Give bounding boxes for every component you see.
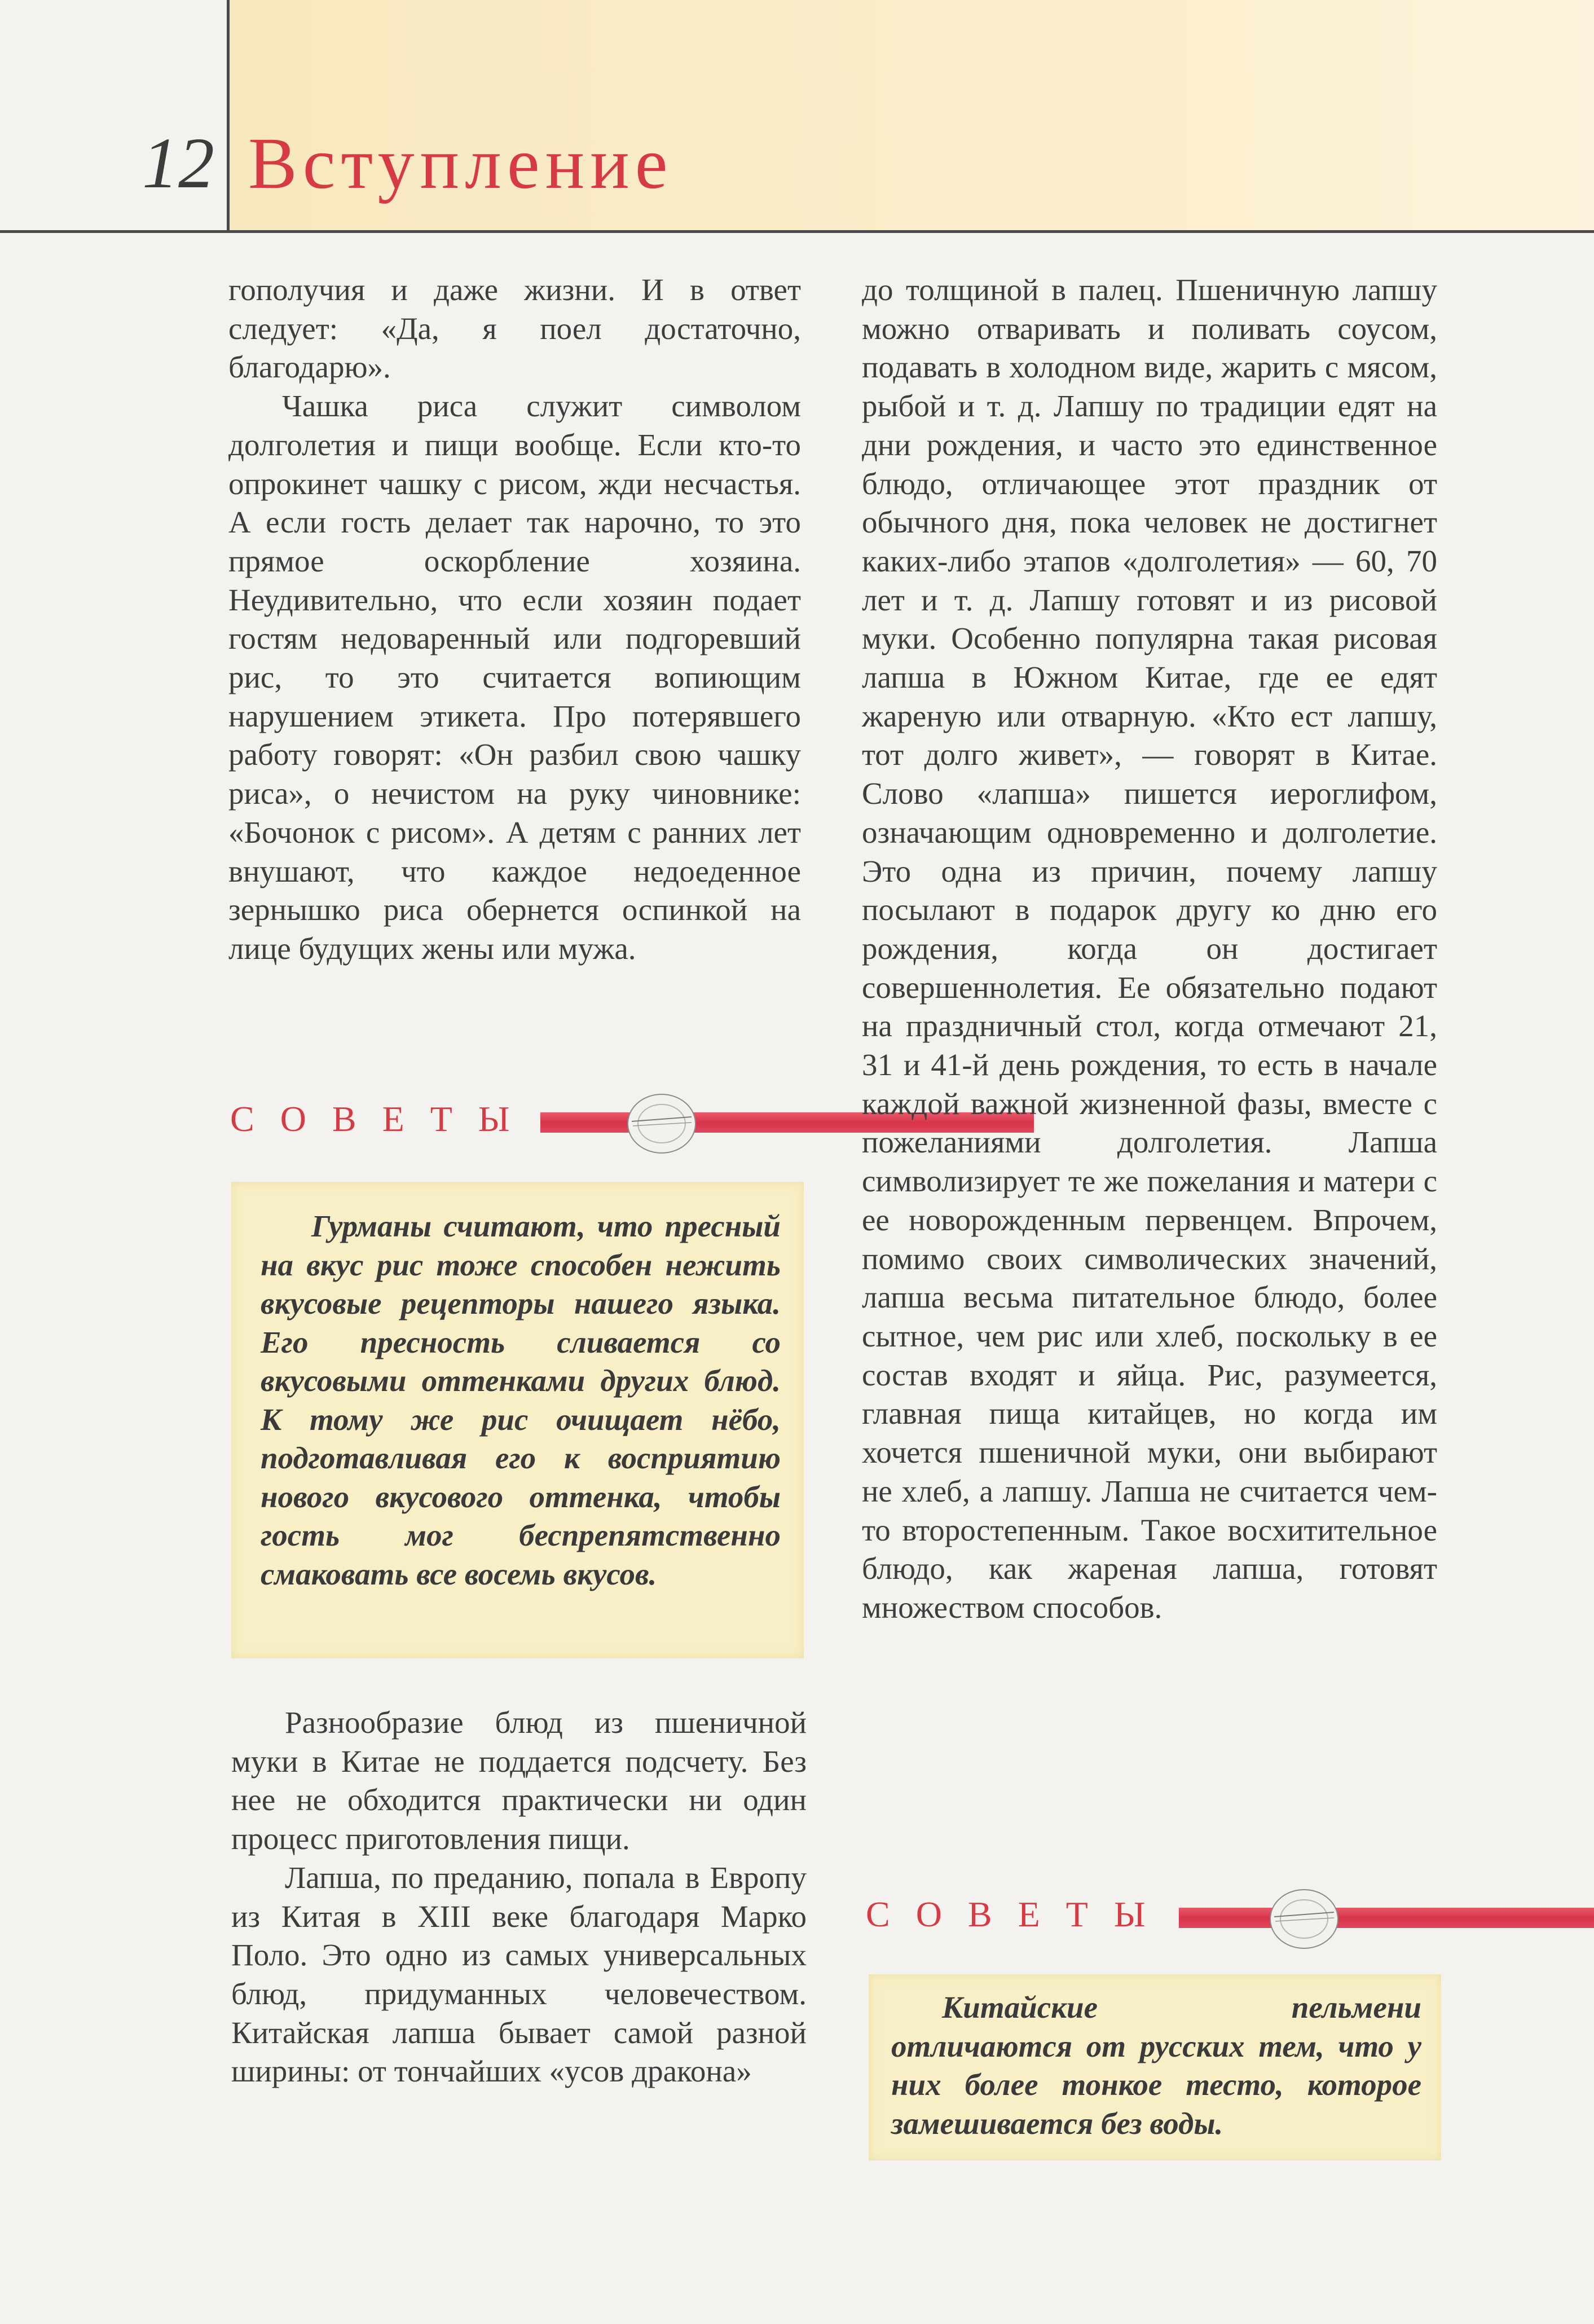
- right-column: [862, 271, 1437, 1627]
- paragraph: Лапша, по преданию, попала в Европу из Китая в XIII веке благодаря Марко Поло. Это одно из самых универсальных блюд, придуманных человечеством. Китайская лапша бывает самой разной ширины: от тончайших «усов дракона»: [231, 1860, 807, 2089]
- paragraph: Разнообразие блюд из пшеничной муки в Китае не поддается подсчету. Без нее не обходится практически ни один процесс приготовления пищи.: [231, 1705, 807, 1856]
- tips-red-bar: [1179, 1908, 1594, 1928]
- left-column-bottom: [231, 1704, 807, 2091]
- plate-icon: [625, 1089, 698, 1156]
- tips-heading-2: [866, 1884, 1447, 1946]
- tips-title: СОВЕТЫ: [866, 1894, 1172, 1934]
- plate-icon: [1267, 1884, 1341, 1952]
- page-number: 12: [142, 123, 214, 203]
- paragraph: до толщиной в палец. Пшеничную лапшу можно отваривать и поливать соусом, подавать в холодном виде, жарить с мясом, рыбой и т. д. Лапшу по традиции едят на дни рождения, и часто это единственное блюдо, отличающее этот праздник от обычного дня, пока человек не достигнет каких-либо этапов «долголетия» — 60, 70 лет и т. д. Лапшу готовят и из рисовой муки. Особенно популярна такая рисовая лапша в Южном Китае, где ее едят жареную или отварную. «Кто ест лапшу, тот долго живет», — говорят в Китае. Слово «лапша» пишется иероглифом, означающим одновременно и долголетие. Это одна из причин, почему лапшу посылают в подарок другу ко дню его рождения, когда он достигает совершеннолетия. Ее обязательно подают на праздничный стол, когда отмечают 21, 31 и 41-й день рождения, то есть в начале каждой важной жизненной фазы, вместе с пожеланиями долголетия. Лапша символизирует те же пожелания и матери с ее новорожденным первенцем. Впрочем, помимо своих символических значений, лапша весьма питательное блюдо, более сытное, чем рис или хлеб, поскольку в ее состав входят и яйца. Рис, разумеется, главная пища китайцев, но когда им хочется пшеничной муки, они выбирают не хлеб, а лапшу. Лапша не считается чем-то второстепенным. Такое восхитительное блюдо, как жареная лапша, готовят множеством способов.: [862, 272, 1437, 1625]
- page-title: Вступление: [248, 123, 673, 204]
- header-vertical-rule: [227, 0, 230, 232]
- paragraph: Чашка риса служит символом долголетия и пищи вообще. Если кто-то опрокинет чашку с рисом, жди несчастья. А если гость делает так нарочно, то это прямое оскорбление хозяина. Неудивительно, что если хозяин подает гостям недоваренный или подгоревший рис, то это считается вопиющим нарушением этикета. Про потерявшего работу говорят: «Он разбил свою чашку риса», о нечистом на руку чиновнике: «Бочонок с рисом». А детям с ранних лет внушают, что каждое недоеденное зернышко риса обернется оспинкой на лице будущих жены или мужа.: [228, 389, 801, 966]
- header-horizontal-rule: [0, 230, 1594, 233]
- paragraph: гополучия и даже жизни. И в ответ следует: «Да, я поел достаточно, благодарю».: [228, 272, 801, 385]
- tips-text: Гурманы считают, что пресный на вкус рис тоже способен нежить вкусовые рецепторы нашего языка. Его пресность сливается со вкусовыми оттенками других блюд. К тому же рис очищает нёбо, подготавливая его к восприятию нового вкусового оттенка, чтобы гость мог беспрепятственно смаковать все восемь вкусов.: [261, 1209, 781, 1591]
- tips-text-1: [261, 1207, 781, 1594]
- tips-text: Китайские пельмени отличаются от русских тем, что у них более тонкое тесто, которое замешивается без воды.: [891, 1990, 1421, 2141]
- tips-heading-1: [230, 1089, 805, 1151]
- tips-title: СОВЕТЫ: [230, 1099, 536, 1139]
- tips-text-2: [891, 1988, 1421, 2143]
- left-column-top: [228, 271, 801, 969]
